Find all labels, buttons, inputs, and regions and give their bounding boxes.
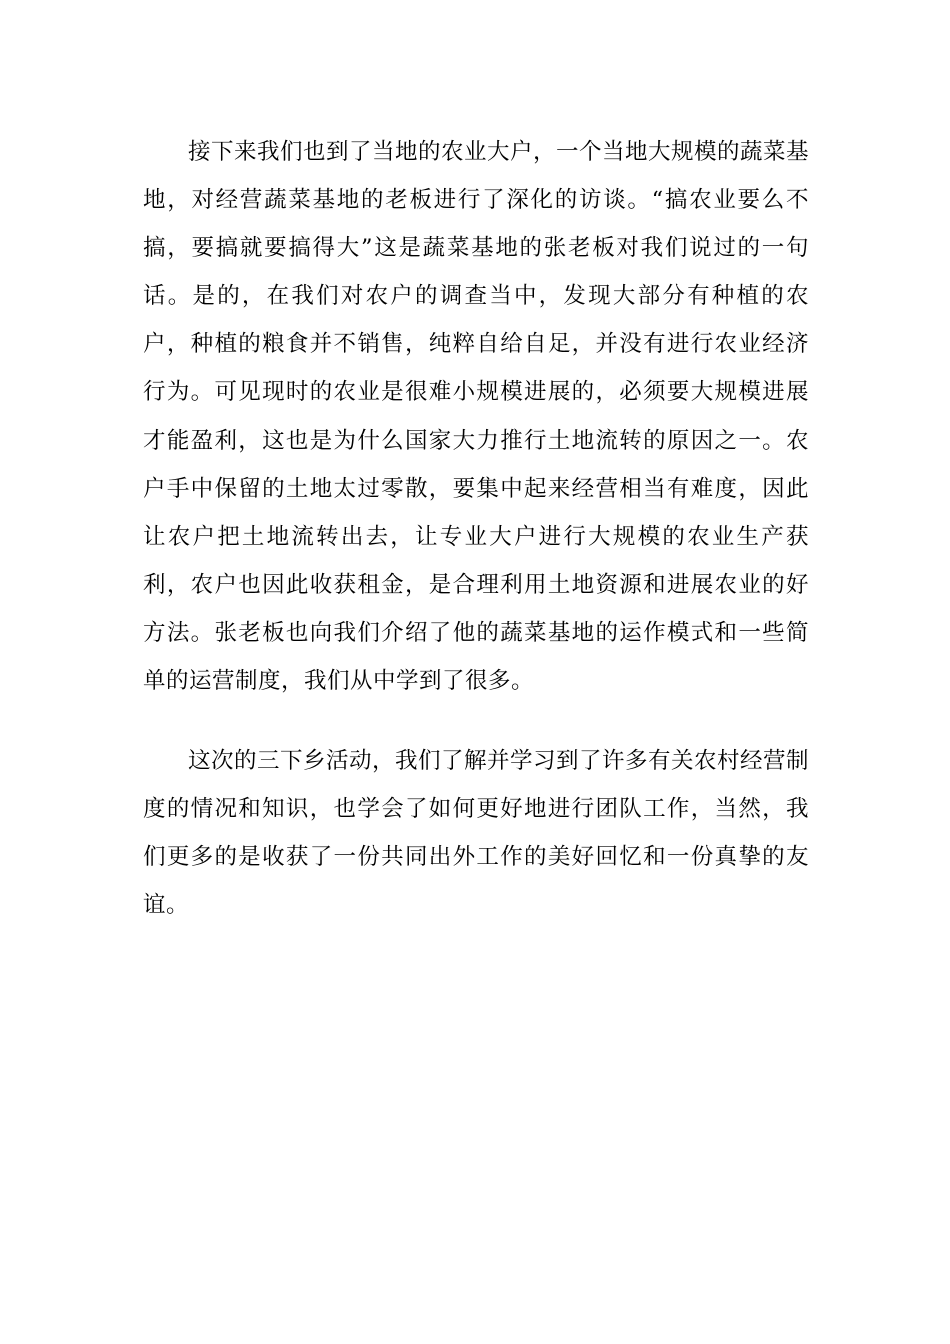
document-body bbox=[143, 128, 809, 930]
paragraph-vegetable-base-interview: 接下来我们也到了当地的农业大户，一个当地大规模的蔬菜基地，对经营蔬菜基地的老板进行了深化的访谈。“搞农业要么不搞，要搞就要搞得大”这是蔬菜基地的张老板对我们说过的一句话。是的，在我们对农户的调查当中，发现大部分有种植的农户，种植的粮食并不销售，纯粹自给自足，并没有进行农业经济行为。可见现时的农业是很难小规模进展的，必须要大规模进展才能盈利，这也是为什么国家大力推行土地流转的原因之一。农户手中保留的土地太过零散，要集中起来经营相当有难度，因此让农户把土地流转出去，让专业大户进行大规模的农业生产获利，农户也因此收获租金，是合理利用土地资源和进展农业的好方法。张老板也向我们介绍了他的蔬菜基地的运作模式和一些简单的运营制度，我们从中学到了很多。 bbox=[143, 139, 810, 695]
paragraph-activity-summary: 这次的三下乡活动，我们了解并学习到了许多有关农村经营制度的情况和知识，也学会了如何更好地进行团队工作，当然，我们更多的是收获了一份共同出外工作的美好回忆和一份真挚的友谊。 bbox=[143, 748, 810, 919]
